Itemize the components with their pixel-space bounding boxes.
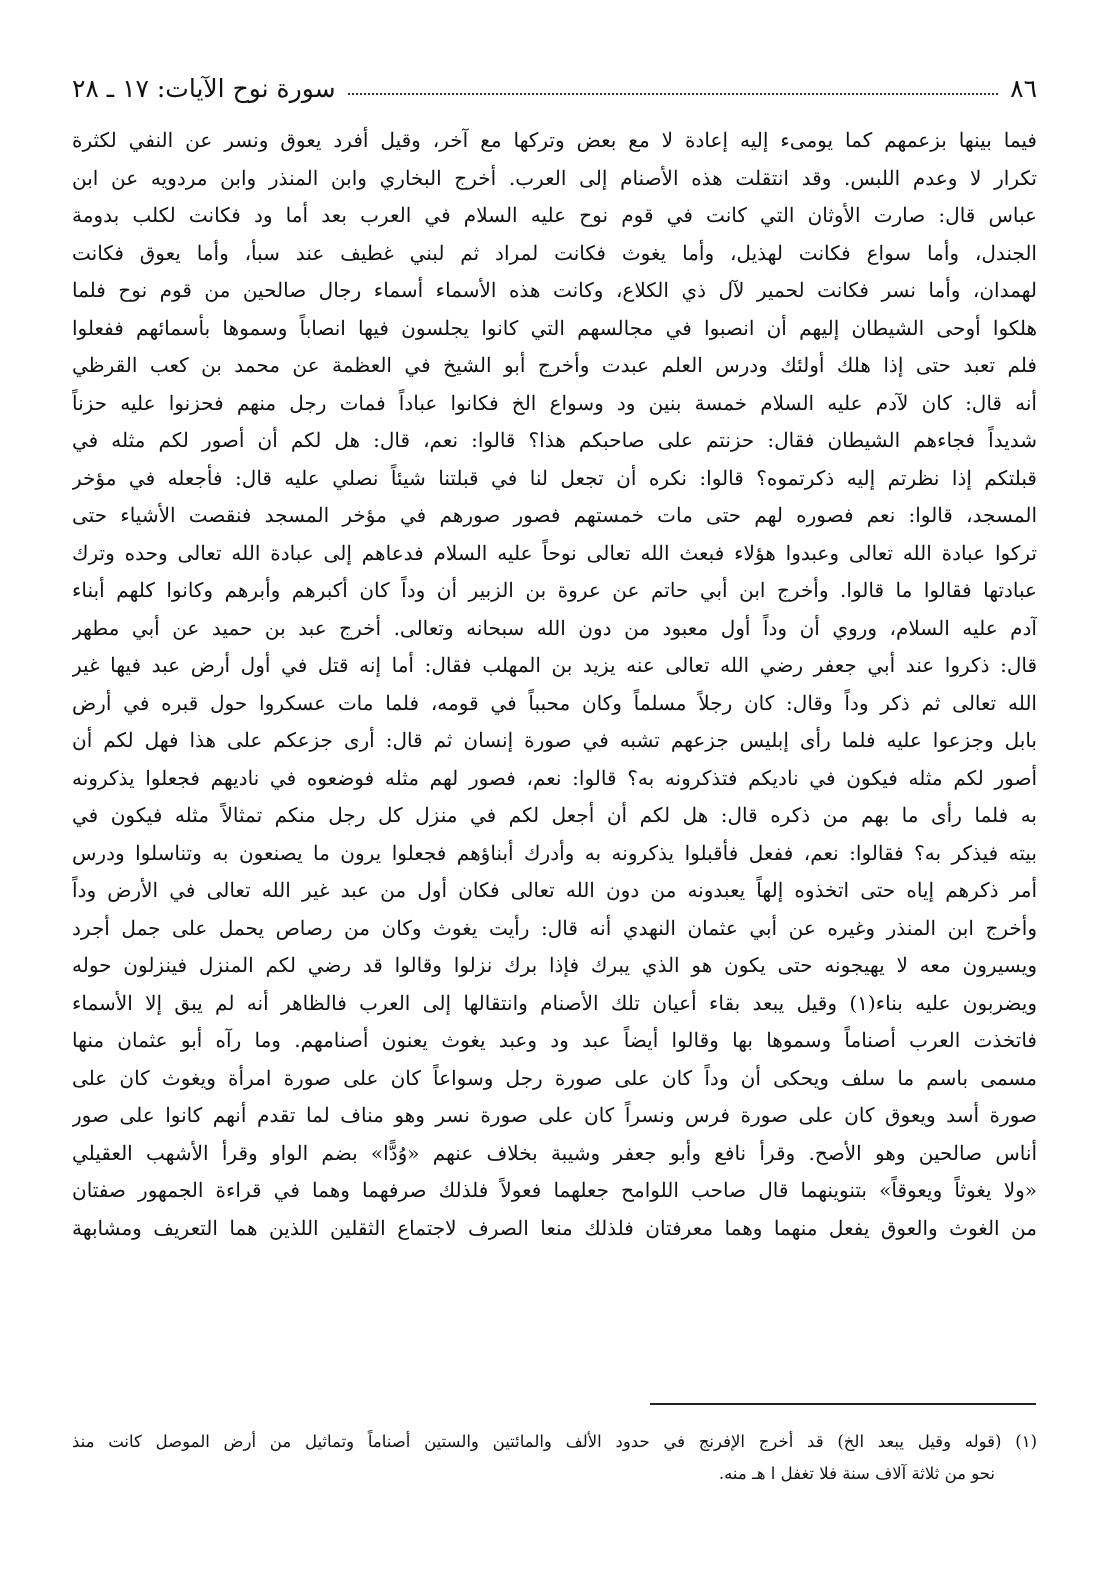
text-line: وأخرج ابن المنذر وغيره عن أبي عثمان النهدي أنه قال: رأيت يغوث وكان من رصاص يحمل على جمل أجرد (72, 915, 1037, 940)
text-line: هلكوا أوحى الشيطان إليهم أن انصبوا في مجالسهم التي كانوا يجلسون فيها انصاباً وسموها بأسمائهم ففعلوا (72, 315, 1037, 340)
text-line: فلم تعبد حتى إذا هلك أولئك ودرس العلم عبدت وأخرج أبو الشيخ في العظمة عن محمد بن كعب القرظي (72, 353, 1037, 377)
text-line: قبلتكم إذا نظرتم إليه ذكرتموه؟ قالوا: نكره أن تجعل لنا في قبلتنا شيئاً نصلي عليه قال: فأجعله في مؤخر (72, 465, 1037, 490)
text-line: لهمدان، وأما نسر فكانت لحمير لآل ذي الكلاع، وكانت هذه الأسماء أسماء رجال صالحين من قوم نوح فلما (72, 278, 1037, 302)
page-header (72, 68, 1037, 108)
text-line: فيما بينها بزعمهم كما يومىء إليه إعادة لا مع بعض وتركها مع آخر، وقيل أفرد يعوق ونسر عن النفي لكثرة (72, 128, 1037, 152)
footnote-line: (١) (قوله وقيل يبعد الخ) قد أخرج الإفرنج في حدود الألف والمائتين والستين أصناماً وتماثيل من أرض الموصل كانت منذ (72, 1432, 1037, 1451)
text-line: به فلما رأى ما بهم من ذكره قال: هل لكم أن أجعل لكم في منزل كل رجل منكم تمثالاً مثله فيكون في (72, 803, 1037, 827)
text-line: عباس قال: صارت الأوثان التي كانت في قوم نوح عليه السلام في العرب بعد أما ود فكانت لكلب بدومة (72, 203, 1037, 227)
page-number: ٨٦ (1010, 73, 1037, 103)
text-line: تركوا عبادة الله تعالى وعبدوا هؤلاء فبعث الله تعالى نوحاً عليه السلام فدعاهم إلى عبادة الله تعالى وحده وترك (72, 540, 1037, 565)
text-line: أمر ذكرهم إياه حتى اتخذوه إلهاً يعبدونه من دون الله تعالى فكان أول من عبد غير الله تعالى في الأرض وداً (72, 878, 1037, 902)
text-line: شديداً فجاءهم الشيطان فقال: حزنتم على صاحبكم هذا؟ قالوا: نعم، قال: هل لكم أن أصور لكم مثله في (72, 428, 1037, 452)
text-line: بابل وجزعوا عليه فلما رأى إبليس جزعهم تشبه في صورة إنسان ثم قال: أرى جزعكم على هذا فهل لكم أن (72, 728, 1037, 752)
text-line: تكرار لا وعدم اللبس. وقد انتقلت هذه الأصنام إلى العرب. أخرج البخاري وابن المنذر وابن مردويه عن ابن (72, 165, 1037, 190)
text-line: صورة أسد ويعوق كان على صورة فرس ونسراً كان على صورة نسر وهو مناف لما تقدم أنهم كانوا على صور (72, 1103, 1037, 1127)
text-line: عبادتها فقالوا ما قالوا. وأخرج ابن أبي حاتم عن عروة بن الزبير أن وداً كان أكبرهم وأبرهم وكانوا كلهم أبناء (72, 578, 1037, 602)
text-line: قال: ذكروا عند أبي جعفر رضي الله تعالى عنه يزيد بن المهلب فقال: أما إنه قتل في أول أرض عبد فيها غير (72, 653, 1037, 677)
text-line: بيته فيذكر به؟ فقالوا: نعم، ففعل فأقبلوا يذكرونه به وأدرك أبناؤهم فجعلوا يرون ما يصنعون به وتناسلوا ودرس (72, 840, 1037, 865)
text-line: الله تعالى ثم ذكر وداً وقال: كان رجلاً مسلماً وكان محبباً في قومه، فلما مات عسكروا حول قبره في أرض (72, 690, 1037, 715)
text-line: من الغوث والعوق يفعل منهما وهما معرفتان فلذلك منعا الصرف لاجتماع الثقلين اللذين هما التعريف ومشابهة (72, 1215, 1037, 1240)
running-title: سورة نوح الآيات: ١٧ ـ ٢٨ (72, 73, 336, 103)
text-line: الجندل، وأما سواع فكانت لهذيل، وأما يغوث فكانت لمراد ثم لبني غطيف عند سبأ، وأما يعوق فكانت (72, 240, 1037, 265)
footnote-line: نحو من ثلاثة آلاف سنة فلا تغفل ا هـ منه. (718, 1464, 995, 1483)
header-dotted-leader (348, 93, 999, 95)
text-line: مسمى باسم ما سلف ويحكى أن وداً كان على صورة رجل وسواعاً كان على صورة امرأة ويغوث كان على (72, 1065, 1037, 1090)
text-line: ويضربون عليه بناء(١) وقيل يبعد بقاء أعيان تلك الأصنام وانتقالها إلى العرب فالظاهر أنه لم يبق إلا الأسماء (72, 990, 1037, 1015)
footnote-separator (650, 1403, 1036, 1405)
text-line: المسجد، قالوا: نعم فصوره لهم حتى مات خمستهم فصور صورهم في مؤخر المسجد فنقصت الأشياء حتى (72, 503, 1037, 527)
footnotes (72, 1426, 1037, 1490)
text-line: «ولا يغوثاً ويعوقاً» بتنوينهما قال صاحب اللوامح جعلهما فعولاً فلذلك صرفهما وهما في قراءة الجمهور صفتان (72, 1178, 1037, 1202)
text-line: أنه قال: كان لآدم عليه السلام خمسة بنين ود وسواع الخ فكانوا عباداً فمات رجل منهم فحزنوا عليه حزناً (72, 390, 1037, 415)
text-line: أصور لكم مثله فيكون في ناديكم فتذكرونه به؟ قالوا: نعم، فصور لهم مثله فوضعوه في ناديهم فجعلوا يذكرونه (72, 765, 1037, 790)
text-line: آدم عليه السلام، وروي أن وداً أول معبود من دون الله سبحانه وتعالى. أخرج عبد بن حميد عن أبي مطهر (72, 615, 1037, 640)
text-line: أناس صالحين وهو الأصح. وقرأ نافع وأبو جعفر وشيبة بخلاف عنهم «وُدًّا» بضم الواو وقرأ الأشهب العقيلي (72, 1140, 1037, 1165)
text-line: ويسيرون معه لا يهيجونه حتى يكون هو الذي يبرك فإذا برك نزلوا وقالوا قد رضي لكم المنزل فينزلون حوله (72, 953, 1037, 977)
main-text (72, 122, 1037, 1247)
text-line: فاتخذت العرب أصناماً وسموها بها وقالوا أيضاً عبد ود وعبد يغوث يعنون أصنامهم. وما رآه أبو عثمان منها (72, 1028, 1037, 1052)
